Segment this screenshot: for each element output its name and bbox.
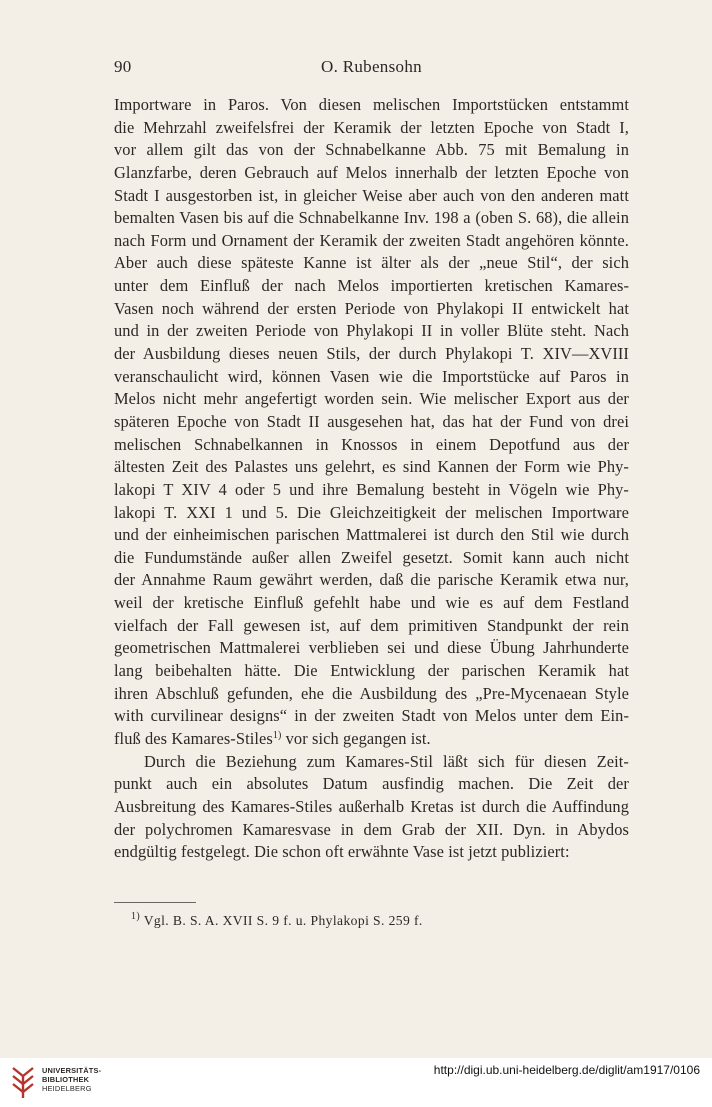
source-url-link[interactable]: http://digi.ub.uni-heidelberg.de/diglit/am1917/0106 [433, 1063, 700, 1077]
footnote-text: Vgl. B. S. A. XVII S. 9 f. u. Phylakopi S. 259 f. [140, 913, 423, 928]
text-line: ihren Abschluß gefunden, ehe die Ausbildung des „Pre-Mycenaean Style [114, 683, 629, 703]
text-line: der Ausbildung dieses neuen Stils, der durch Phylakopi T. XIV—XVIII [114, 344, 629, 364]
text-line: unter dem Einfluß der nach Melos importierten kretischen Kamares- [114, 276, 629, 296]
text-line: Importware in Paros. Von diesen melischen Importstücken entstammt [114, 95, 629, 114]
text-line: lang beibehalten hätte. Die Entwicklung der parischen Keramik hat [114, 661, 629, 681]
text-line: der polychromen Kamaresvase in dem Grab der XII. Dyn. in Abydos [114, 819, 629, 839]
footnote [131, 913, 423, 929]
library-name: UNIVERSITÄTS- BIBLIOTHEK HEIDELBERG [42, 1066, 102, 1093]
text-line: nach Form und Ornament der Keramik der zweiten Stadt angehören könnte. [114, 230, 629, 250]
paragraph-1 [114, 94, 629, 728]
running-head: O. Rubensohn [321, 57, 422, 76]
text-line: vielfach der Fall gewesen ist, auf dem primitiven Standpunkt der rein [114, 615, 629, 635]
text-line: und der einheimischen parischen Mattmalerei ist durch den Stil wie durch [114, 525, 629, 545]
library-footer [0, 1058, 712, 1107]
text-line: veranschaulicht wird, können Vasen wie die Importstücke auf Paros in [114, 366, 629, 386]
text-line: melischen Schnabelkannen in Knossos in einem Depotfund aus der [114, 434, 629, 454]
text-line: Aber auch diese späteste Kanne ist älter als der „neue Stil“, der sich [114, 253, 629, 273]
text-line: lakopi T XIV 4 oder 5 und ihre Bemalung besteht in Vögeln wie Phy- [114, 479, 629, 499]
page-header [114, 57, 629, 81]
text-line: weil der kretische Einfluß gefehlt habe und wie es auf dem Festland [114, 593, 629, 613]
text-line: geometrischen Mattmalerei verblieben sei und diese Übung Jahrhunderte [114, 638, 629, 658]
text-line: with curvilinear designs“ in der zweiten Stadt von Melos unter dem Ein- [114, 706, 629, 726]
footnote-reference[interactable]: 1) [272, 729, 282, 741]
text-line: endgültig festgelegt. Die schon oft erwähnte Vase ist jetzt publiziert: [114, 842, 570, 862]
body-text [114, 94, 629, 864]
text-line: ältesten Zeit des Palastes uns gelehrt, es sind Kannen der Form wie Phy- [114, 457, 629, 477]
text-line: vor allem gilt das von der Schnabelkanne Abb. 75 mit Bemalung in [114, 140, 629, 160]
text-line: und in der zweiten Periode von Phylakopi II in voller Blüte steht. Nach [114, 321, 629, 341]
footnote-divider [114, 902, 196, 903]
text-line: die Mehrzahl zweifelsfrei der Keramik der letzten Epoche von Stadt I, [114, 117, 629, 137]
text-line: Glanzfarbe, deren Gebrauch auf Melos innerhalb der letzten Epoche von [114, 162, 629, 182]
text-line: Durch die Beziehung zum Kamares-Stil läßt sich für diesen Zeit- [144, 751, 629, 771]
text-line: Ausbreitung des Kamares-Stiles außerhalb Kretas ist durch die Auffindung [114, 796, 629, 816]
paragraph-1-last-line: fluß des Kamares-Stiles$^{1)}$ vor sich gegangen ist. [114, 728, 431, 748]
text-line: Vasen noch während der ersten Periode von Phylakopi II entwickelt hat [114, 298, 629, 318]
text-line: Stadt I ausgestorben ist, in gleicher Weise aber auch von den anderen matt [114, 185, 629, 205]
page-number: 90 [114, 57, 132, 76]
text-line: der Annahme Raum gewährt werden, daß die parische Keramik etwa nur, [114, 570, 629, 590]
footnote-mark: 1) [131, 911, 141, 922]
text-line: die Fundumstände außer allen Zweifel gesetzt. Somit kann auch nicht [114, 547, 629, 567]
heidelberg-library-logo-icon [9, 1064, 37, 1100]
text-line: späteren Epoche von Stadt II ausgesehen hat, das hat der Fund von drei [114, 411, 629, 431]
text-line: bemalten Vasen bis auf die Schnabelkanne Inv. 198 a (oben S. 68), die allein [114, 208, 629, 228]
text-line: Melos nicht mehr angefertigt worden sein. Wie melischer Export aus der [114, 389, 629, 409]
text-line: lakopi T. XXI 1 und 5. Die Gleichzeitigkeit der melischen Importware [114, 502, 629, 522]
paragraph-2 [114, 751, 629, 864]
text-line: punkt auch ein absolutes Datum ausfindig machen. Die Zeit der [114, 774, 629, 794]
